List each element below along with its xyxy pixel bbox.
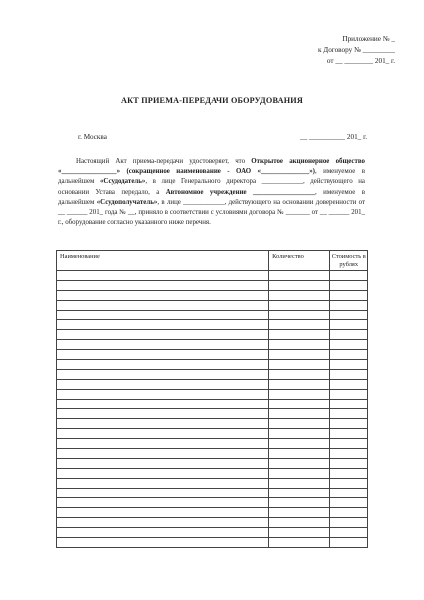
name-cell	[57, 538, 269, 548]
name-cell	[57, 419, 269, 429]
quantity-cell	[269, 498, 330, 508]
cost-cell	[330, 409, 368, 419]
name-cell	[57, 518, 269, 528]
header-quantity: Количество	[269, 251, 330, 271]
name-cell	[57, 330, 269, 340]
cost-cell	[330, 488, 368, 498]
cost-cell	[330, 419, 368, 429]
place-of-issue: г. Москва	[78, 133, 107, 141]
cost-cell	[330, 320, 368, 330]
cost-cell	[330, 518, 368, 528]
name-cell	[57, 310, 269, 320]
quantity-cell	[269, 389, 330, 399]
header-name: Наименование	[57, 251, 269, 271]
name-cell	[57, 280, 269, 290]
quantity-cell	[269, 330, 330, 340]
cost-cell	[330, 508, 368, 518]
name-cell	[57, 300, 269, 310]
quantity-cell	[269, 310, 330, 320]
cost-cell	[330, 528, 368, 538]
cost-cell	[330, 360, 368, 370]
cost-cell	[330, 310, 368, 320]
cost-cell	[330, 478, 368, 488]
borrower-role: «Ссудополучатель»	[96, 198, 158, 206]
quantity-cell	[269, 360, 330, 370]
table-row	[57, 468, 368, 478]
table-row	[57, 518, 368, 528]
quantity-cell	[269, 488, 330, 498]
cost-cell	[330, 399, 368, 409]
quantity-cell	[269, 379, 330, 389]
name-cell	[57, 468, 269, 478]
table-row	[57, 439, 368, 449]
table-header-row	[57, 251, 368, 271]
borrower-name: Автономное учреждение __________________	[165, 188, 316, 196]
table-row	[57, 310, 368, 320]
cost-cell	[330, 429, 368, 439]
table-row	[57, 290, 368, 300]
table-row	[57, 399, 368, 409]
table-row	[57, 528, 368, 538]
name-cell	[57, 389, 269, 399]
appendix-contract: к Договору № _________	[318, 46, 395, 55]
name-cell	[57, 399, 269, 409]
body-text-part: , именуемое в дальнейшем	[58, 188, 365, 206]
name-cell	[57, 508, 269, 518]
quantity-cell	[269, 478, 330, 488]
quantity-cell	[269, 458, 330, 468]
cost-cell	[330, 290, 368, 300]
quantity-cell	[269, 439, 330, 449]
body-paragraph	[58, 157, 365, 228]
name-cell	[57, 369, 269, 379]
name-cell	[57, 271, 269, 281]
quantity-cell	[269, 399, 330, 409]
body-text-part: , в лице ____________, действующего на основании доверенности от __ ______ 201_ года № __, приняло в соответствии с условиями договора № _______ от __ ______ 201_ г., оборудование согласно указанного ниже перечня.	[58, 198, 365, 227]
cost-cell	[330, 538, 368, 548]
name-cell	[57, 478, 269, 488]
cost-cell	[330, 449, 368, 459]
lender-name: Открытое акционерное общество «________________» (сокращенное наименование - ОАО «______________»)	[58, 158, 365, 176]
table-row	[57, 449, 368, 459]
quantity-cell	[269, 449, 330, 459]
quantity-cell	[269, 271, 330, 281]
body-text-part: , именуемое в дальнейшем	[58, 168, 366, 186]
table-row	[57, 369, 368, 379]
quantity-cell	[269, 320, 330, 330]
table-row	[57, 508, 368, 518]
body-text-part: , в лице Генерального директора ____________, действующего на основании Устава передало, а	[58, 178, 365, 196]
table-row	[57, 340, 368, 350]
name-cell	[57, 379, 269, 389]
cost-cell	[330, 350, 368, 360]
body-text	[58, 157, 365, 228]
name-cell	[57, 458, 269, 468]
cost-cell	[330, 330, 368, 340]
name-cell	[57, 320, 269, 330]
table-row	[57, 300, 368, 310]
cost-cell	[330, 300, 368, 310]
quantity-cell	[269, 528, 330, 538]
quantity-cell	[269, 290, 330, 300]
cost-cell	[330, 389, 368, 399]
name-cell	[57, 528, 269, 538]
quantity-cell	[269, 429, 330, 439]
appendix-number: Приложение № _	[342, 35, 395, 43]
table-row	[57, 488, 368, 498]
table-row	[57, 379, 368, 389]
name-cell	[57, 340, 269, 350]
issue-date: __ __________ 201_ г.	[300, 133, 367, 141]
cost-cell	[330, 498, 368, 508]
body-text-part: Настоящий Акт приема-передачи удостоверяет, что	[76, 158, 252, 165]
cost-cell	[330, 369, 368, 379]
table-row	[57, 271, 368, 281]
cost-cell	[330, 439, 368, 449]
table-row	[57, 409, 368, 419]
cost-cell	[330, 458, 368, 468]
name-cell	[57, 429, 269, 439]
quantity-cell	[269, 369, 330, 379]
quantity-cell	[269, 518, 330, 528]
name-cell	[57, 498, 269, 508]
table-row	[57, 498, 368, 508]
header-cost: Стоимость в рублях	[330, 251, 368, 271]
table-row	[57, 330, 368, 340]
appendix-reference	[235, 34, 395, 68]
table-row	[57, 538, 368, 548]
cost-cell	[330, 379, 368, 389]
name-cell	[57, 439, 269, 449]
cost-cell	[330, 271, 368, 281]
table-row	[57, 280, 368, 290]
table-row	[57, 429, 368, 439]
name-cell	[57, 488, 269, 498]
name-cell	[57, 449, 269, 459]
name-cell	[57, 409, 269, 419]
table-row	[57, 478, 368, 488]
quantity-cell	[269, 280, 330, 290]
name-cell	[57, 350, 269, 360]
quantity-cell	[269, 300, 330, 310]
cost-cell	[330, 340, 368, 350]
table-row	[57, 389, 368, 399]
quantity-cell	[269, 340, 330, 350]
name-cell	[57, 290, 269, 300]
table-row	[57, 320, 368, 330]
quantity-cell	[269, 538, 330, 548]
document-title: АКТ ПРИЕМА-ПЕРЕДАЧИ ОБОРУДОВАНИЯ	[121, 96, 303, 105]
table-row	[57, 419, 368, 429]
cost-cell	[330, 280, 368, 290]
quantity-cell	[269, 508, 330, 518]
table-row	[57, 458, 368, 468]
quantity-cell	[269, 468, 330, 478]
quantity-cell	[269, 419, 330, 429]
quantity-cell	[269, 350, 330, 360]
table-body	[57, 271, 368, 548]
lender-role: «Ссудодатель»	[99, 178, 146, 186]
cost-cell	[330, 468, 368, 478]
quantity-cell	[269, 409, 330, 419]
table-row	[57, 360, 368, 370]
appendix-date: от __ ________ 201_ г.	[326, 57, 395, 66]
table-row	[57, 350, 368, 360]
equipment-table	[56, 250, 368, 548]
name-cell	[57, 360, 269, 370]
